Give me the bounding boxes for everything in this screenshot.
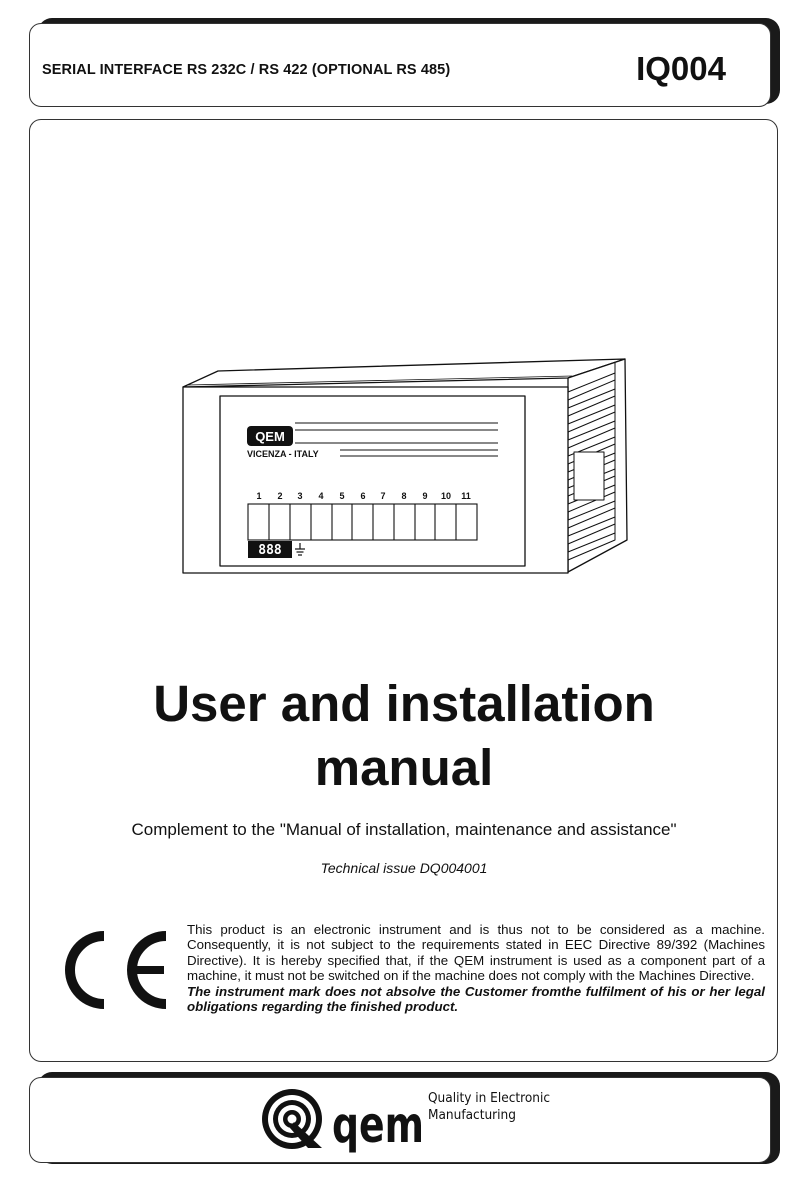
device-top-face <box>183 359 625 387</box>
document-subtitle: SERIAL INTERFACE RS 232C / RS 422 (OPTIONAL RS 485) <box>42 62 451 78</box>
qem-logo-text: qem <box>332 1096 424 1154</box>
tagline-line-1: Quality in Electronic <box>428 1090 551 1106</box>
complement-subtitle: Complement to the "Manual of installation, maintenance and assistance" <box>131 820 677 839</box>
terminal-number: 3 <box>297 491 303 501</box>
device-display <box>248 541 292 558</box>
terminal-number: 6 <box>360 491 366 501</box>
display-digits: 888 <box>258 543 282 558</box>
terminal-number: 5 <box>339 491 345 501</box>
device-location-text: VICENZA - ITALY <box>247 449 319 459</box>
terminal-number: 4 <box>318 491 324 501</box>
qem-logo <box>260 1086 425 1152</box>
terminal-block <box>248 504 477 540</box>
terminal-number: 1 <box>256 491 262 501</box>
terminal-number: 7 <box>380 491 386 501</box>
terminal-number: 10 <box>440 491 452 501</box>
ce-notice <box>187 922 765 1014</box>
ce-notice-bold: The instrument mark does not absolve the Customer fromthe fulfilment of his or her legal obligations regarding the finished product. <box>187 983 765 1015</box>
terminal-number: 2 <box>277 491 283 501</box>
product-code: IQ004 <box>636 50 726 87</box>
manual-title-line-2: manual <box>314 739 494 796</box>
manual-title-line-1: User and installation <box>153 675 655 732</box>
tagline-line-2: Manufacturing <box>428 1107 516 1123</box>
ce-mark-icon <box>52 928 174 1012</box>
device-brand-logo <box>247 426 293 446</box>
terminal-number: 8 <box>401 491 407 501</box>
technical-issue: Technical issue DQ004001 <box>320 860 488 876</box>
device-brand-text: QEM <box>255 429 285 444</box>
qem-tagline <box>428 1090 550 1124</box>
qem-logo-emblem <box>262 1089 322 1149</box>
terminal-number: 11 <box>461 491 471 501</box>
terminal-number: 9 <box>422 491 428 501</box>
ce-notice-text: This product is an electronic instrument and is thus not to be considered as a machine. Consequently, it is not subject to the requirements stated in EEC Directive 89/392 (Machines Directive). It is hereby specified that, if the QEM instrument is used as a component part of a machine, it must not be switched on if the machine does not comply with the Machines Directive. <box>187 922 765 984</box>
